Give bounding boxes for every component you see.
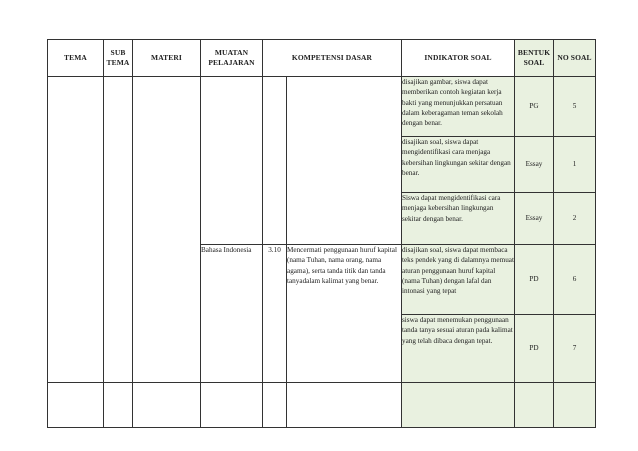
header-kompetensi-dasar: KOMPETENSI DASAR xyxy=(263,40,402,77)
bentuk-soal-cell: PG xyxy=(515,77,554,137)
indikator-cell: Siswa dapat mengidentifikasi cara menjaga kebersihan lingkungan sekitar dengan benar. xyxy=(402,193,515,245)
empty-no-cell xyxy=(554,383,596,428)
muatan-cell-empty xyxy=(201,77,263,245)
kd-text-cell-empty xyxy=(287,77,402,245)
no-soal-cell: 6 xyxy=(554,245,596,315)
empty-cell xyxy=(263,383,287,428)
empty-cell xyxy=(287,383,402,428)
empty-cell xyxy=(48,383,104,428)
kd-number-cell: 3.10 xyxy=(263,245,287,383)
bentuk-soal-cell: PD xyxy=(515,315,554,383)
no-soal-cell: 2 xyxy=(554,193,596,245)
header-subtema: SUB TEMA xyxy=(104,40,133,77)
header-materi: MATERI xyxy=(133,40,201,77)
empty-cell xyxy=(201,383,263,428)
header-muatan: MUATAN PELAJARAN xyxy=(201,40,263,77)
tema-cell xyxy=(48,77,104,383)
kompetensi-dasar-cell: Mencermati penggunaan huruf kapital (nama Tuhan, nama orang, nama agama), serta tanda titik dan tanda tanyadalam kalimat yang benar. xyxy=(287,245,402,383)
no-soal-cell: 1 xyxy=(554,137,596,193)
bentuk-soal-cell: Essay xyxy=(515,137,554,193)
muatan-pelajaran-cell: Bahasa Indonesia xyxy=(201,245,263,383)
header-indikator: INDIKATOR SOAL xyxy=(402,40,515,77)
indikator-cell: disajikan soal, siswa dapat mengidentifikasi cara menjaga kebersihan lingkungan sekitar dengan benar. xyxy=(402,137,515,193)
header-row xyxy=(48,40,596,77)
empty-cell xyxy=(104,383,133,428)
no-soal-cell: 7 xyxy=(554,315,596,383)
kisi-kisi-table xyxy=(47,39,596,428)
empty-cell xyxy=(133,383,201,428)
indikator-cell: siswa dapat menemukan penggunaan tanda tanya sesuai aturan pada kalimat yang telah dibaca dengan tepat. xyxy=(402,315,515,383)
kd-number-cell-empty xyxy=(263,77,287,245)
table-row xyxy=(48,77,596,137)
indikator-cell: disajikan soal, siswa dapat membaca teks pendek yang di dalamnya memuat aturan penggunaan huruf kapital (nama Tuhan) dengan lafal dan intonasi yang tepat xyxy=(402,245,515,315)
bentuk-soal-cell: Essay xyxy=(515,193,554,245)
header-tema: TEMA xyxy=(48,40,104,77)
subtema-cell xyxy=(104,77,133,383)
empty-bentuk-cell xyxy=(515,383,554,428)
bentuk-soal-cell: PD xyxy=(515,245,554,315)
no-soal-cell: 5 xyxy=(554,77,596,137)
header-bentuk-soal: BENTUK SOAL xyxy=(515,40,554,77)
header-no-soal: NO SOAL xyxy=(554,40,596,77)
materi-cell xyxy=(133,77,201,383)
table-row-empty xyxy=(48,383,596,428)
indikator-cell: disajikan gambar, siswa dapat memberikan contoh kegiatan kerja bakti yang menunjukkan persatuan dalam keberagaman teman sekolah dengan benar. xyxy=(402,77,515,137)
empty-indikator-cell xyxy=(402,383,515,428)
